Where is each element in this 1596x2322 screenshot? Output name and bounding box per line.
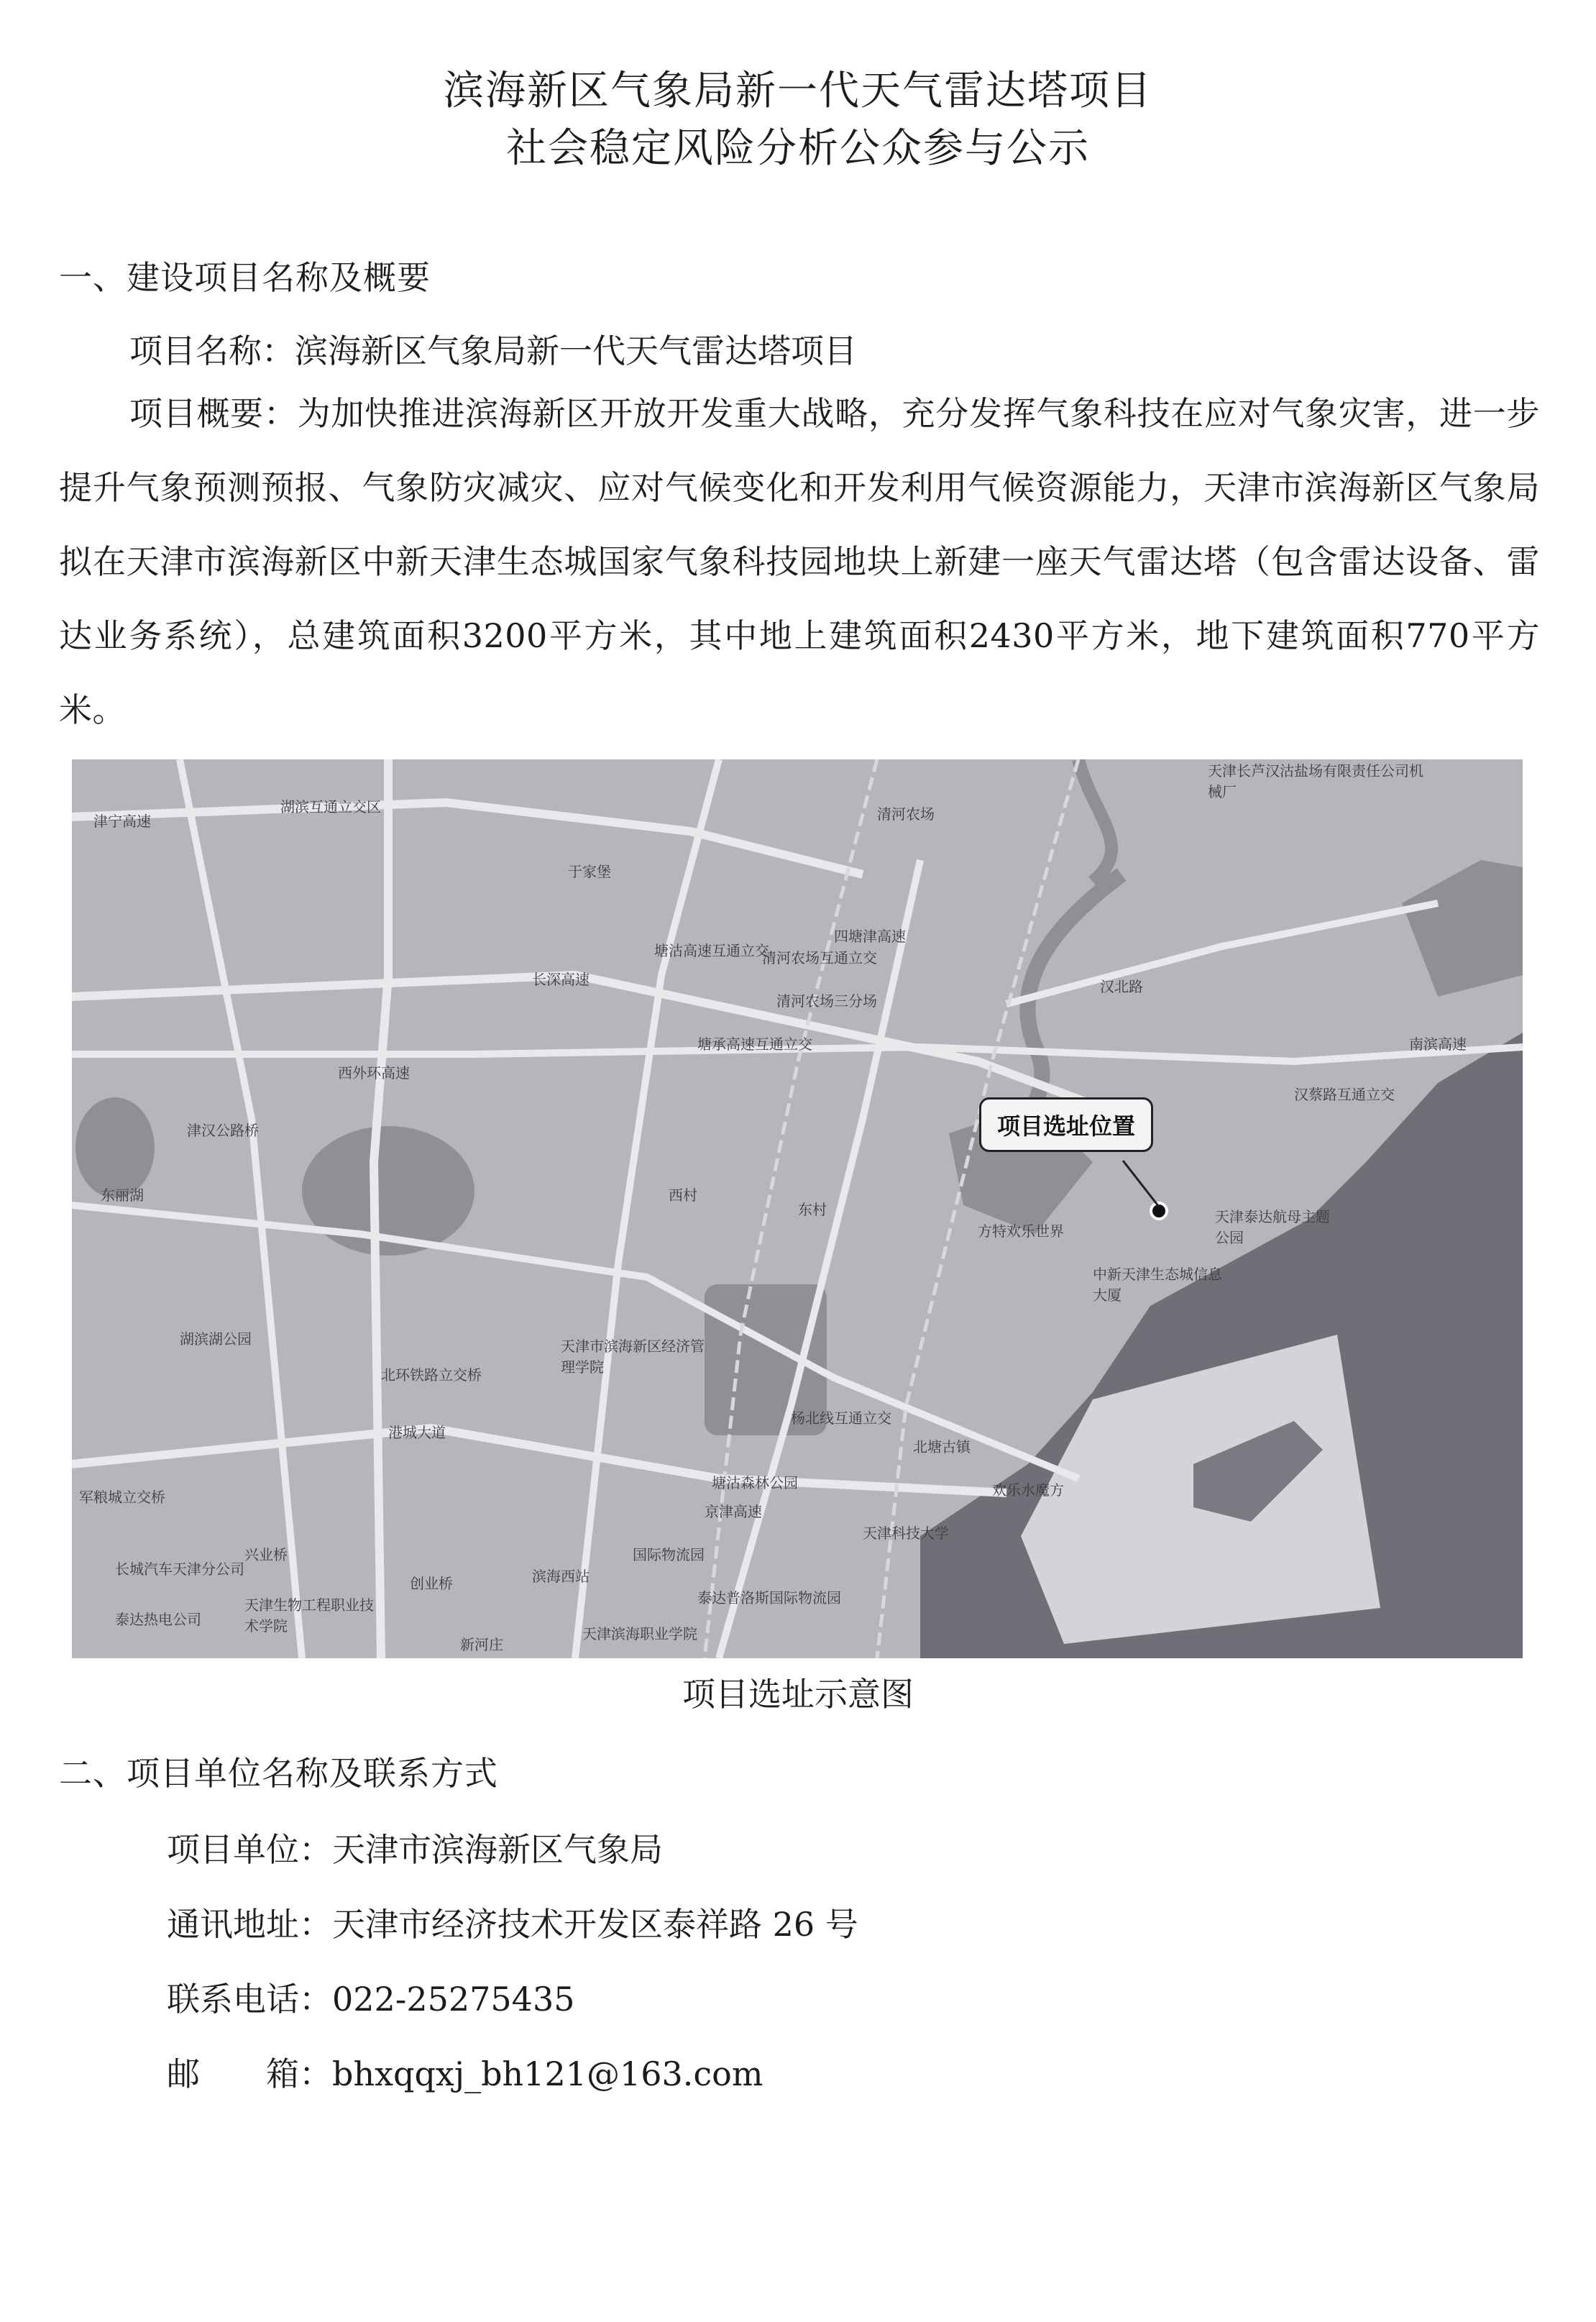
address-value: 天津市经济技术开发区泰祥路 26 号 [332,1905,858,1944]
map-label: 兴业桥 [244,1546,288,1563]
map-label: 泰达热电公司 [115,1611,201,1628]
map-label: 津宁高速 [93,813,151,830]
map-label: 北环铁路立交桥 [381,1366,482,1384]
site-location-callout: 项目选址位置 [979,1097,1153,1152]
address-label: 通讯地址： [167,1905,332,1944]
phone-value: 022-25275435 [332,1980,575,2019]
map-label: 清河农场三分场 [776,992,877,1010]
map-label: 港城大道 [388,1424,446,1441]
lake-west [75,1097,155,1198]
project-unit-label: 项目单位： [167,1830,332,1869]
project-name-label: 项目名称： [129,332,295,370]
section-2-heading: 二、项目单位名称及联系方式 [59,1754,498,1793]
map-label: 湖滨互通立交区 [280,798,381,815]
map-label: 汉蔡路互通立交 [1294,1086,1395,1103]
map-label: 天津长芦汉沽盐场有限责任公司机械厂 [1208,762,1423,800]
highway-10 [180,759,302,1658]
project-name-line [129,325,857,372]
document-title-line-2: 社会稳定风险分析公众参与公示 [506,125,1090,172]
map-label: 京津高速 [705,1503,762,1520]
map-label: 津汉公路桥 [187,1122,259,1139]
map-label: 杨北线互通立交 [791,1409,891,1427]
map-label: 四塘津高速 [834,928,906,945]
river-north [1078,759,1111,882]
map-label: 中新天津生态城信息大厦 [1093,1266,1222,1304]
map-label: 东村 [798,1201,827,1218]
map-label: 西外环高速 [338,1064,410,1082]
highway-5 [575,759,719,1658]
map-caption: 项目选址示意图 [682,1675,914,1714]
map-label: 滨海西站 [532,1568,590,1585]
map-label: 清河农场 [877,805,935,823]
site-location-map [72,759,1523,1658]
map-label: 长深高速 [532,971,590,988]
map-label: 创业桥 [410,1575,453,1592]
email-label: 邮 箱： [167,2054,332,2093]
map-label: 天津滨海职业学院 [582,1625,697,1642]
project-unit-line [167,1824,663,1871]
callout-pointer [1123,1161,1159,1207]
project-overview-paragraph: 项目概要：为加快推进滨海新区开放开发重大战略，充分发挥气象科技在应对气象灾害，进一步提升气象预测预报、气象防灾减灾、应对气候变化和开发利用气候资源能力，天津市滨海新区气象局拟在天津市滨海新区中新天津生态城国家气象科技园地块上新建一座天气雷达塔（包含雷达设备、雷达业务系统），总建筑面积3200平方米，其中地上建筑面积2430平方米，地下建筑面积770平方米。 [59,394,1540,729]
email-line [167,2048,763,2095]
project-unit-value: 天津市滨海新区气象局 [332,1830,663,1869]
map-label: 湖滨湖公园 [180,1330,252,1348]
address-line [167,1898,858,1946]
email-value[interactable]: bhxqqxj_bh121@163.com [332,2054,763,2093]
map-label: 国际物流园 [633,1546,705,1563]
map-label: 军粮城立交桥 [79,1489,165,1506]
map-label: 西村 [669,1187,697,1204]
map-label: 南滨高速 [1409,1036,1467,1053]
map-label: 方特欢乐世界 [978,1222,1064,1240]
phone-line [167,1973,574,2021]
map-label: 北塘古镇 [913,1438,971,1455]
map-label: 新河庄 [460,1636,503,1653]
project-name-value: 滨海新区气象局新一代天气雷达塔项目 [295,332,857,370]
section-1-heading: 一、建设项目名称及概要 [59,258,431,297]
map-label: 汉北路 [1100,978,1143,995]
highway-7 [72,1428,1006,1493]
map-label: 于家堡 [568,863,611,880]
map-label: 欢乐水魔方 [992,1481,1064,1499]
map-label: 塘沽高速互通立交 [654,942,769,959]
map-label: 天津科技大学 [863,1525,949,1542]
map-label: 塘沽森林公园 [712,1474,798,1491]
map-label: 天津市滨海新区经济管理学院 [561,1338,705,1376]
map-label: 清河农场互通立交 [762,949,877,966]
map-label: 天津生物工程职业技术学院 [244,1596,374,1635]
railway-2 [705,759,877,1658]
northeast-land [1402,860,1523,997]
map-label: 塘承高速互通立交 [697,1036,812,1053]
map-label: 天津泰达航母主题公园 [1215,1208,1330,1246]
map-label: 泰达普洛斯国际物流园 [697,1589,841,1606]
map-label: 东丽湖 [101,1187,144,1204]
phone-label: 联系电话： [167,1980,332,2019]
document-title-line-1: 滨海新区气象局新一代天气雷达塔项目 [444,68,1152,114]
map-label: 长城汽车天津分公司 [115,1560,244,1578]
